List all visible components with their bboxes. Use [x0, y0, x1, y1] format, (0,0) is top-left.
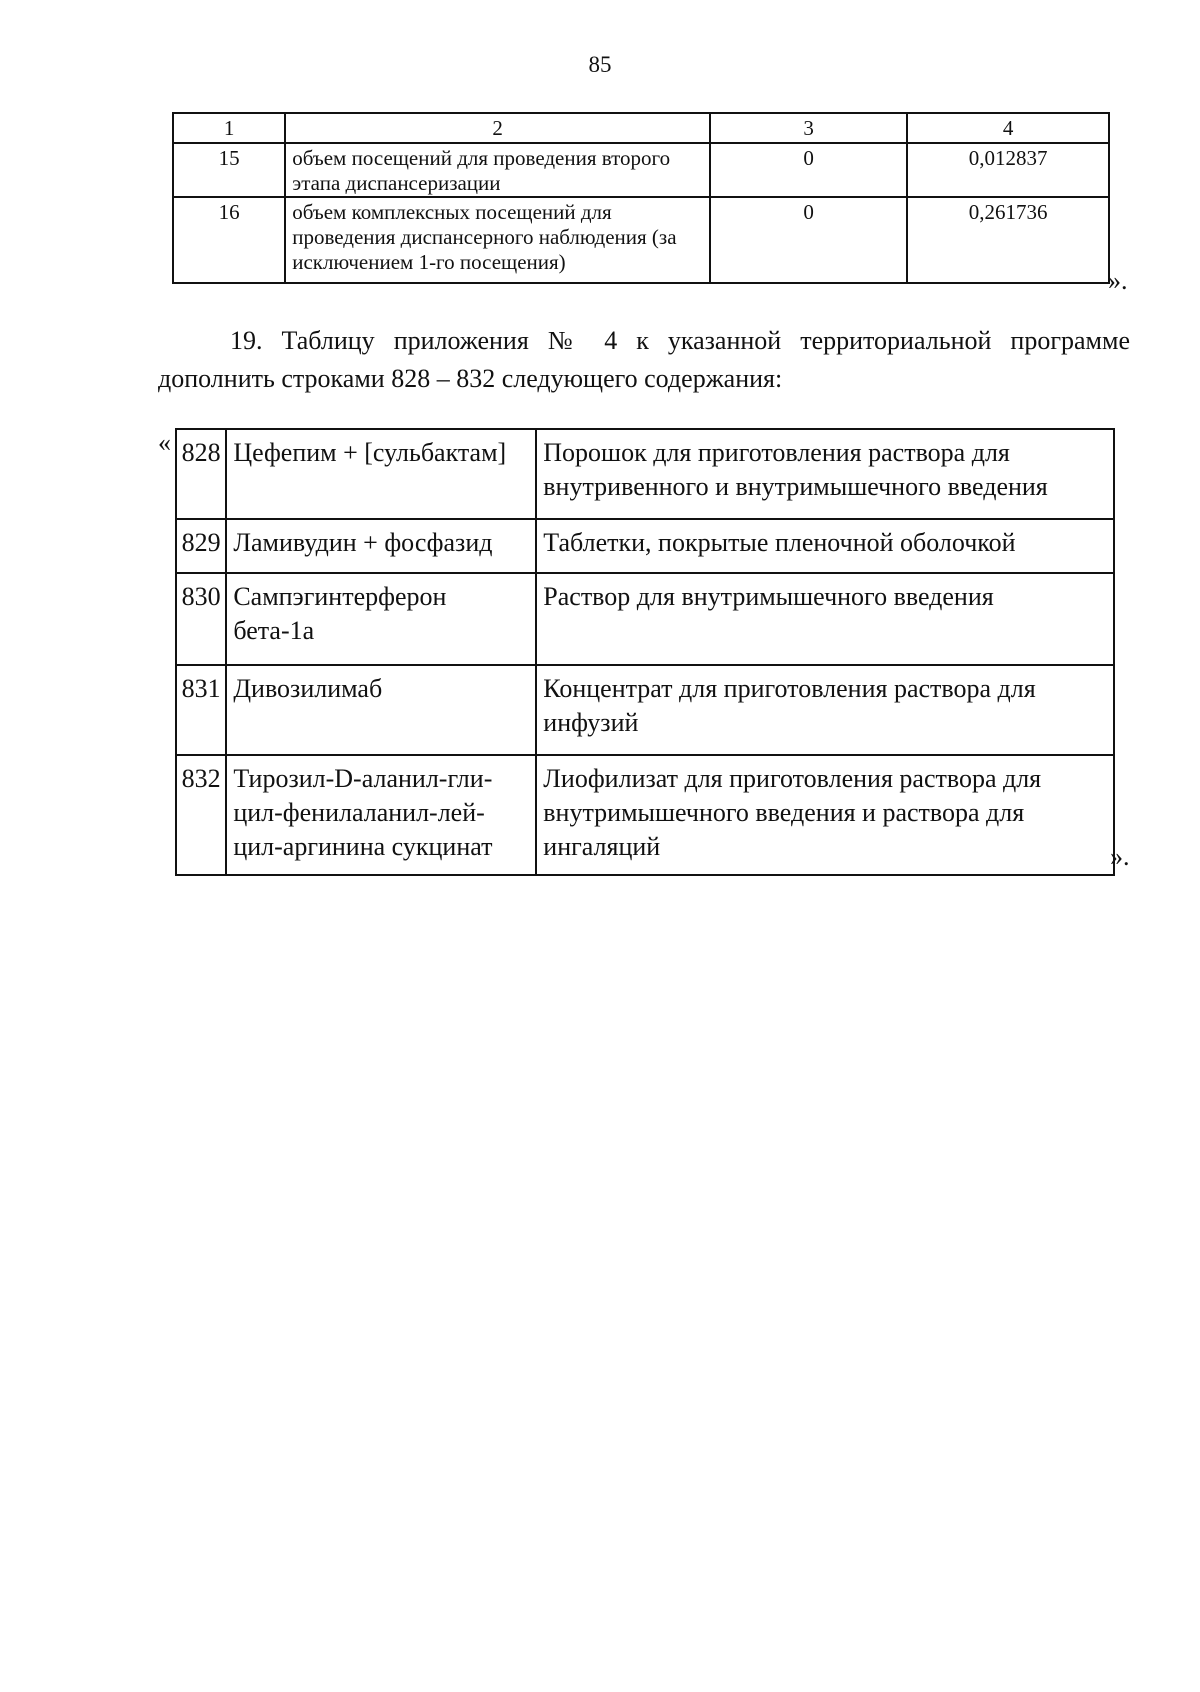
row-number: 832: [176, 755, 226, 875]
dosage-form: Концентрат для приготовления раствора для инфузий: [536, 665, 1114, 755]
paragraph-line-1: 19. Таблицу приложения № 4 к указанной территориальной программе: [230, 326, 1130, 355]
dosage-form: Раствор для внутримышечного введения: [536, 573, 1114, 665]
header-cell: 2: [285, 113, 710, 143]
row-value-4: 0,012837: [907, 143, 1109, 197]
table-row: [176, 429, 1114, 519]
row-value-3: 0: [710, 143, 907, 197]
closing-quote: ».: [1110, 842, 1130, 871]
table-medicines: [175, 428, 1115, 876]
opening-quote: «: [158, 428, 171, 457]
dosage-form: Порошок для приготовления раствора для внутривенного и внутримышечного введения: [536, 429, 1114, 519]
table-row: [176, 573, 1114, 665]
drug-name: Сампэгинтерферон бета-1a: [226, 573, 536, 665]
table-header-row: [173, 113, 1109, 143]
paragraph-line-2: дополнить строками 828 – 832 следующего содержания:: [158, 364, 783, 393]
drug-name: Цефепим + [сульбактам]: [226, 429, 536, 519]
dosage-form: Лиофилизат для приготовления раствора для внутримышечного введения и раствора для ингаляций: [536, 755, 1114, 875]
table-row: [173, 197, 1109, 283]
table-row: [173, 143, 1109, 197]
header-cell: 4: [907, 113, 1109, 143]
row-description: объем комплексных посещений для проведения диспансерного наблюдения (за исключением 1-го посещения): [285, 197, 710, 283]
page-number: 85: [588, 52, 612, 77]
table-indicators: [172, 112, 1110, 284]
drug-name: Тирозил-D-аланил-гли-цил-фенилаланил-лей-цил-аргинина сукцинат: [226, 755, 536, 875]
row-number: 830: [176, 573, 226, 665]
row-number: 16: [173, 197, 285, 283]
table-row: [176, 519, 1114, 573]
dosage-form: Таблетки, покрытые пленочной оболочкой: [536, 519, 1114, 573]
closing-quote: ».: [1108, 266, 1128, 295]
header-cell: 1: [173, 113, 285, 143]
drug-name: Дивозилимаб: [226, 665, 536, 755]
row-value-4: 0,261736: [907, 197, 1109, 283]
row-number: 15: [173, 143, 285, 197]
row-description: объем посещений для проведения второго этапа диспансеризации: [285, 143, 710, 197]
table-row: [176, 755, 1114, 875]
row-number: 829: [176, 519, 226, 573]
row-number: 828: [176, 429, 226, 519]
row-value-3: 0: [710, 197, 907, 283]
header-cell: 3: [710, 113, 907, 143]
table-row: [176, 665, 1114, 755]
drug-name: Ламивудин + фосфазид: [226, 519, 536, 573]
row-number: 831: [176, 665, 226, 755]
